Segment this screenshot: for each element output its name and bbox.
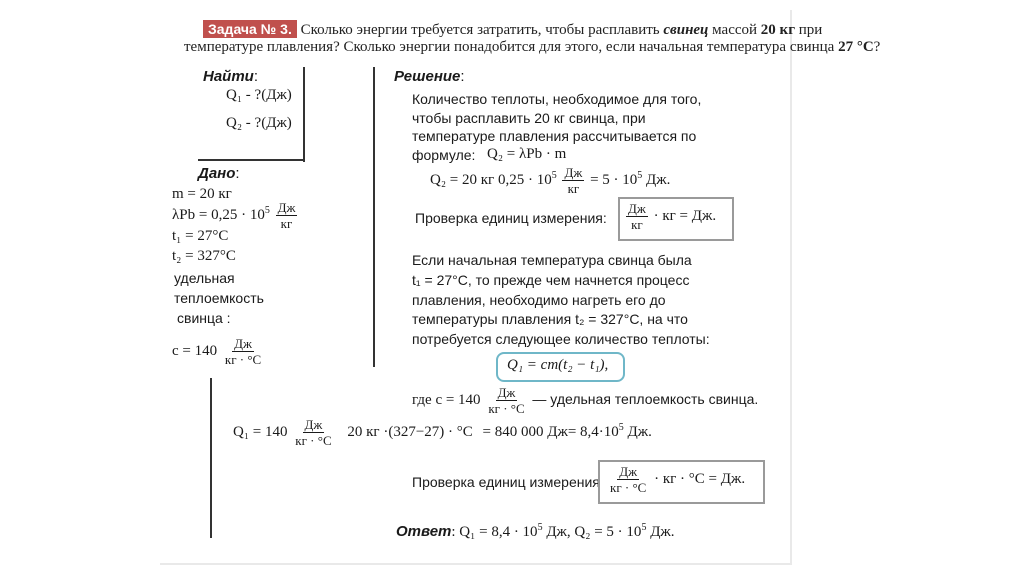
where-description: — удельная теплоемкость свинца.	[532, 390, 759, 407]
given-header: Дано:	[198, 165, 240, 182]
q1calc-fraction	[293, 417, 333, 448]
answer-text: Дж, Q₂ = 5 · 10	[542, 524, 642, 540]
fraction-numerator: Дж	[628, 201, 646, 216]
solution-q-line-1: Если начальная температура свинца была	[412, 252, 692, 268]
units2-right: · кг · °C = Дж.	[654, 470, 746, 487]
calc-unit: Дж.	[642, 171, 671, 188]
q1calc-mid: 20 кг ·(327−27) · °C	[347, 423, 473, 440]
given-capacity-caption-1: удельная	[174, 270, 235, 286]
q1calc-result: = 840 000 Дж= 8,4·10	[482, 423, 619, 440]
find-q2: Q₂ - ?(Дж)	[226, 115, 292, 131]
task-text: ?	[873, 39, 881, 55]
answer-exp: 5	[537, 522, 543, 533]
fraction-denominator: кг · °C	[610, 480, 647, 495]
units-right: · кг = Дж.	[653, 207, 717, 224]
q1calc-text: Q₁ = 140	[233, 423, 288, 440]
solution-para-line-3: температуре плавления рассчитывается по	[412, 128, 697, 144]
answer-text: Дж.	[646, 524, 675, 540]
fraction-numerator: Дж	[497, 385, 516, 400]
given-capacity-caption-3: свинца :	[177, 310, 231, 326]
solution-q-line-4: температуры плавления t₂ = 327°C, на что	[412, 311, 688, 327]
task-emph-mass: 20 кг	[760, 22, 796, 38]
q1calc-unit: Дж.	[623, 423, 652, 440]
q1calc-exp: 5	[618, 421, 624, 433]
solution-q-line-2: t₁ = 27°C, то прежде чем начнется процесс	[412, 272, 690, 288]
fraction-denominator: кг	[567, 181, 580, 196]
solution-q-line-5: потребуется следующее количество теплоты:	[412, 331, 710, 347]
calc-fraction	[562, 165, 584, 196]
solution-para-line-1: Количество теплоты, необходимое для того,	[412, 91, 702, 107]
fraction-denominator: кг	[631, 217, 643, 232]
fraction-numerator: Дж	[304, 417, 323, 432]
solution-calc-q2	[430, 165, 670, 196]
calc-result-exp: 5	[637, 169, 643, 181]
answer-label: Ответ	[396, 523, 452, 540]
fraction-denominator: кг · °C	[295, 433, 332, 448]
find-q1: Q₁ - ?(Дж)	[226, 87, 292, 103]
task-badge: Задача № 3.	[203, 20, 297, 38]
answer-exp: 5	[641, 522, 647, 533]
task-text: массой	[708, 22, 761, 38]
where-c-line	[412, 385, 758, 416]
given-lambda-fraction	[276, 200, 298, 231]
task-text: Сколько энергии требуется затратить, чтобы расплавить	[300, 22, 664, 38]
where-fraction	[486, 385, 526, 416]
where-text: где c = 140	[412, 391, 481, 408]
find-header: Найти:	[203, 68, 259, 85]
given-header-text: Дано	[198, 165, 236, 182]
given-mass: m = 20 кг	[172, 186, 232, 202]
solution-header: Решение:	[394, 68, 465, 85]
task-text: температуре плавления? Сколько энергии понадобится для этого, если начальная температура свинца	[184, 39, 839, 55]
solution-formula-q2: Q₂ = λPb · m	[487, 146, 567, 162]
sheet-edge-right	[790, 10, 792, 565]
units-check-2-label: Проверка единиц измерения	[412, 474, 600, 490]
divider-main-vertical	[373, 67, 375, 367]
given-c	[172, 336, 265, 367]
solution-para-line-4: формуле:	[412, 147, 476, 163]
divider-lower-left	[210, 378, 212, 538]
calc-text: Q₂ = 20 кг 0,25 · 10	[430, 171, 552, 188]
fraction-numerator: Дж	[234, 336, 252, 351]
q1-calculation	[233, 417, 652, 448]
fraction-numerator: Дж	[564, 165, 583, 180]
fraction-denominator: кг	[280, 216, 293, 231]
solution-q-line-3: плавления, необходимо нагреть его до	[412, 292, 666, 308]
calc-result: = 5 · 10	[590, 171, 638, 188]
given-lambda-exp: 5	[264, 204, 270, 216]
units2-fraction	[608, 464, 648, 495]
solution-header-text: Решение	[394, 68, 461, 85]
answer-line	[396, 522, 675, 541]
units-check-expression	[624, 201, 716, 232]
given-c-text: c = 140	[172, 342, 218, 359]
given-lambda	[172, 200, 299, 231]
given-lambda-text: λPb = 0,25 · 10	[172, 206, 265, 223]
fraction-numerator: Дж	[619, 464, 638, 479]
units-check-label: Проверка единиц измерения:	[415, 210, 607, 226]
divider-find-right	[303, 67, 305, 162]
heat-formula: Q₁ = cm(t₂ − t₁),	[507, 357, 609, 373]
task-emph-lead: свинец	[663, 22, 709, 38]
given-t1: t₁ = 27°C	[172, 228, 229, 244]
fraction-denominator: кг · °C	[488, 401, 525, 416]
units-check-2-expression	[606, 464, 745, 495]
sheet-edge-bottom	[160, 563, 792, 565]
find-header-text: Найти	[203, 68, 254, 85]
fraction-numerator: Дж	[277, 200, 296, 215]
solution-para-line-2: чтобы расплавить 20 кг свинца, при	[412, 110, 646, 126]
given-capacity-caption-2: теплоемкость	[174, 290, 264, 306]
task-line-1	[203, 20, 822, 39]
given-t2: t₂ = 327°C	[172, 248, 236, 264]
task-emph-temp: 27 °С	[838, 39, 874, 55]
fraction-denominator: кг · °C	[224, 352, 262, 367]
task-text: при	[795, 22, 823, 38]
task-line-2	[184, 39, 880, 56]
units-fraction	[626, 201, 648, 232]
given-c-fraction	[223, 336, 263, 367]
calc-exp: 5	[551, 169, 557, 181]
divider-find-bottom	[198, 159, 305, 161]
answer-text: : Q₁ = 8,4 · 10	[451, 524, 538, 540]
